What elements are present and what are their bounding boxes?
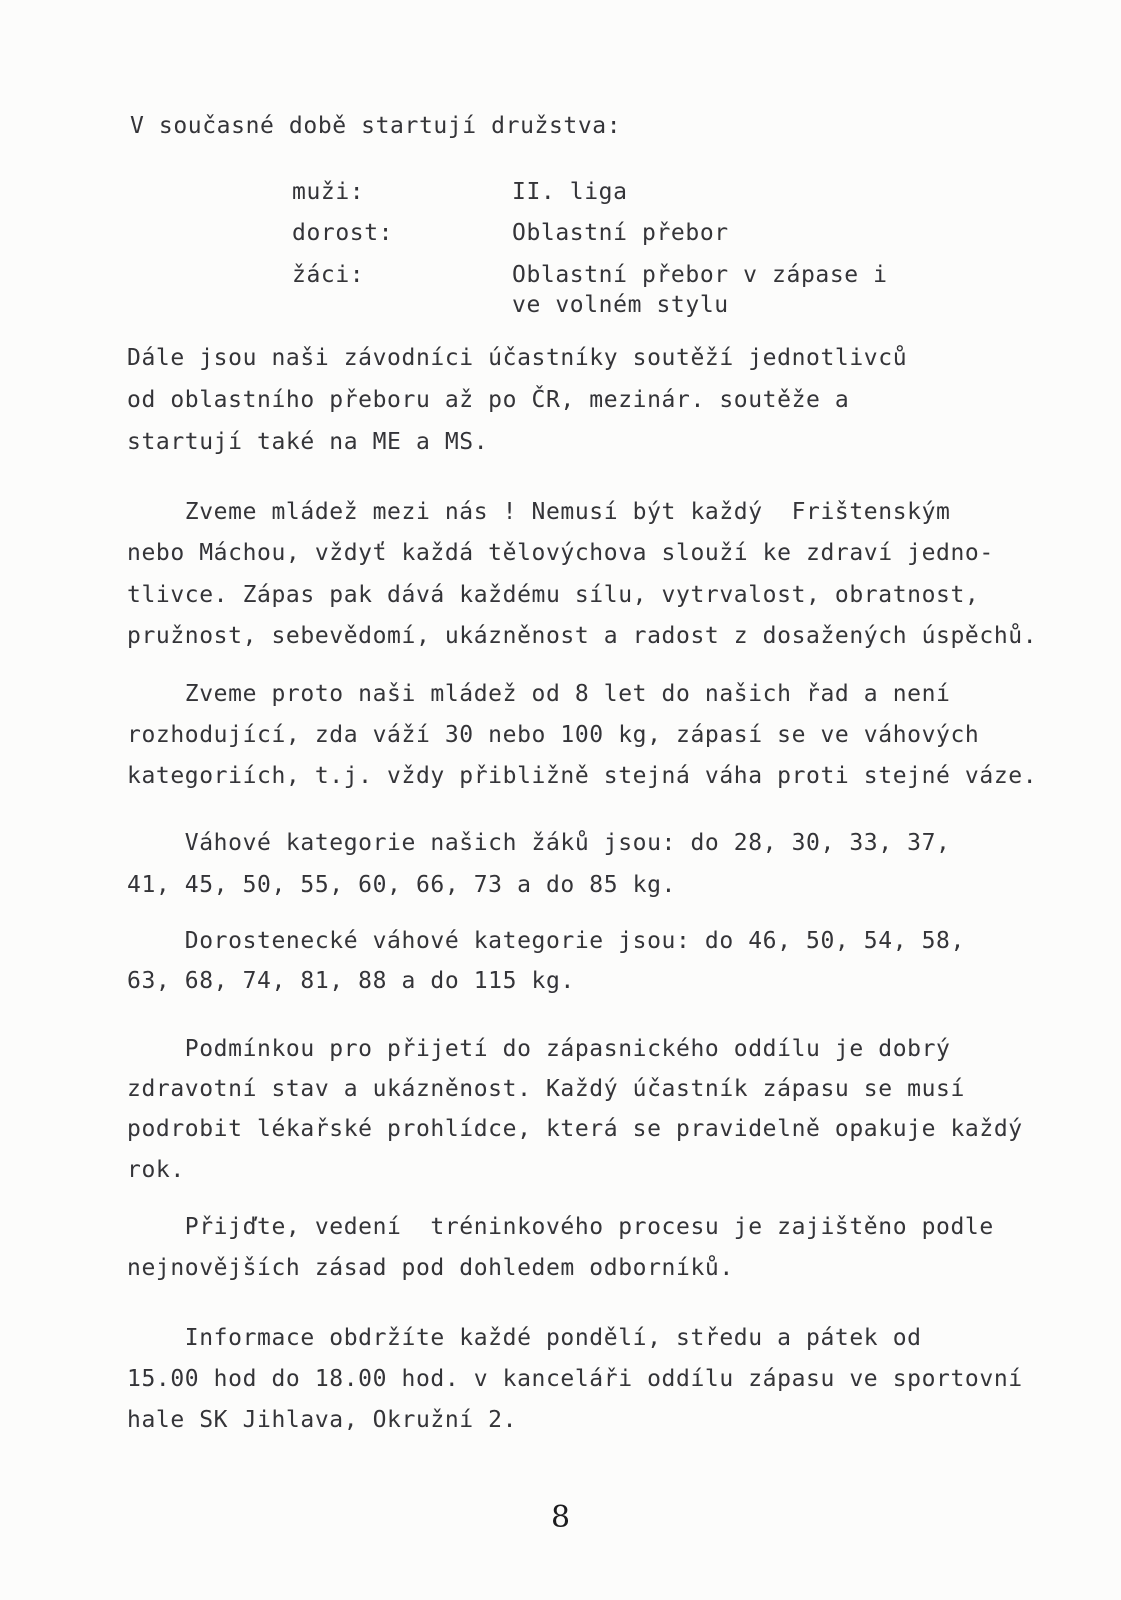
text-line: nejnovějších zásad pod dohledem odborníků.	[127, 1255, 734, 1281]
text-line: od oblastního přeboru až po ČR, mezinár. soutěže a	[127, 387, 850, 413]
team-category: žáci:	[292, 262, 365, 288]
text-line: Přijďte, vedení tréninkového procesu je zajištěno podle	[127, 1214, 994, 1240]
team-category: muži:	[292, 179, 365, 205]
text-line: Váhové kategorie našich žáků jsou: do 28, 30, 33, 37,	[127, 830, 951, 856]
text-line: hale SK Jihlava, Okružní 2.	[127, 1407, 518, 1433]
team-category: dorost:	[292, 220, 394, 246]
text-line: startují také na ME a MS.	[127, 429, 489, 455]
text-line: zdravotní stav a ukázněnost. Každý účastník zápasu se musí	[127, 1076, 965, 1102]
text-line: Podmínkou pro přijetí do zápasnického oddílu je dobrý	[127, 1036, 951, 1062]
page-number: 8	[550, 1500, 571, 1535]
text-line: 41, 45, 50, 55, 60, 66, 73 a do 85 kg.	[127, 872, 676, 898]
text-line: 63, 68, 74, 81, 88 a do 115 kg.	[127, 968, 575, 994]
text-line: Dorostenecké váhové kategorie jsou: do 46, 50, 54, 58,	[127, 928, 965, 954]
text-line: podrobit lékařské prohlídce, která se pravidelně opakuje každý	[127, 1116, 1023, 1142]
team-competition: ve volném stylu	[512, 292, 729, 318]
text-line: nebo Máchou, vždyť každá tělovýchova slouží ke zdraví jedno-	[127, 540, 994, 566]
team-competition: Oblastní přebor	[512, 220, 729, 246]
team-competition: Oblastní přebor v zápase i	[512, 262, 888, 288]
text-line: 15.00 hod do 18.00 hod. v kanceláři oddílu zápasu ve sportovní	[127, 1366, 1023, 1392]
text-line: rok.	[127, 1157, 185, 1183]
text-line: Informace obdržíte každé pondělí, středu a pátek od	[127, 1325, 922, 1351]
text-line: kategoriích, t.j. vždy přibližně stejná váha proti stejné váze.	[127, 763, 1038, 789]
text-line: tlivce. Zápas pak dává každému sílu, vytrvalost, obratnost,	[127, 582, 980, 608]
team-competition: II. liga	[512, 179, 628, 205]
text-line: pružnost, sebevědomí, ukázněnost a radost z dosažených úspěchů.	[127, 623, 1038, 649]
text-line: Dále jsou naši závodníci účastníky soutěží jednotlivců	[127, 345, 908, 371]
intro-line: V současné době startují družstva:	[130, 113, 622, 139]
text-line: Zveme proto naši mládež od 8 let do našich řad a není	[127, 681, 951, 707]
text-line: rozhodující, zda váží 30 nebo 100 kg, zápasí se ve váhových	[127, 722, 980, 748]
text-line: Zveme mládež mezi nás ! Nemusí být každý Frištenským	[127, 499, 951, 525]
